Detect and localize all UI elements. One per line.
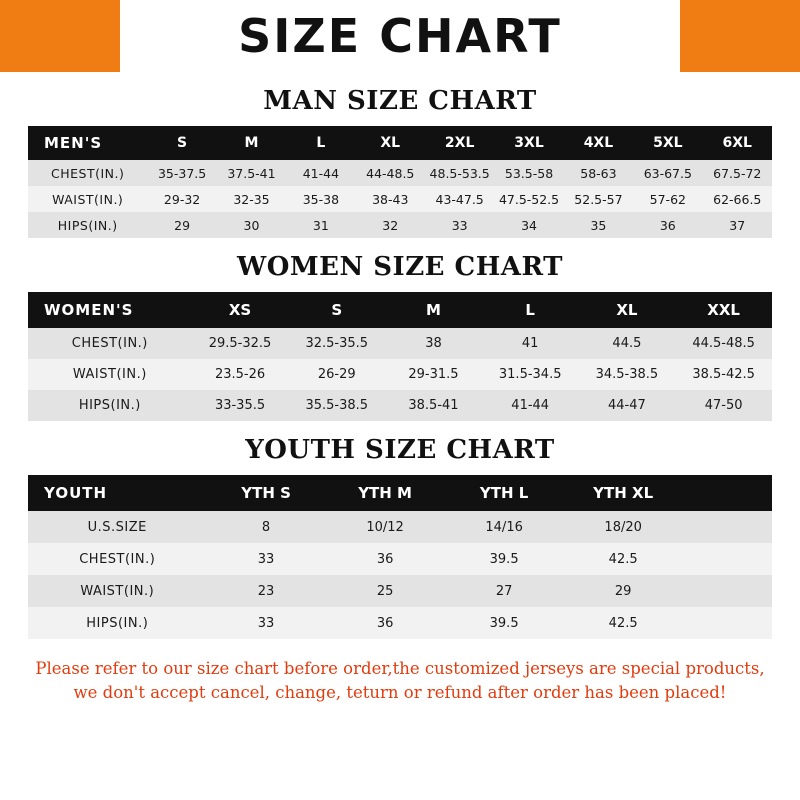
women-col-m: M	[426, 301, 441, 319]
youth-chest-spacer	[683, 543, 772, 575]
women-chest-label: CHEST(IN.)	[71, 336, 148, 351]
banner-accent-left	[0, 0, 120, 72]
men-waist-5xl: 57-62	[649, 191, 686, 207]
youth-ussize-spacer	[683, 511, 772, 543]
men-chest-6xl: 67.5-72	[713, 165, 762, 181]
youth-col-l: YTH L	[479, 484, 529, 502]
table-row	[28, 160, 772, 186]
women-waist-xxl: 38.5-42.5	[692, 367, 755, 382]
men-header-row	[28, 126, 772, 160]
youth-waist-xl: 29	[614, 583, 632, 599]
men-col-xl: XL	[380, 135, 401, 151]
women-chest-s: 32.5-35.5	[305, 336, 369, 351]
table-row	[28, 511, 772, 543]
men-hips-s: 29	[174, 217, 191, 233]
women-row-header: WOMEN'S	[44, 301, 134, 319]
youth-chest-xl: 42.5	[608, 551, 638, 567]
men-waist-m: 32-35	[233, 191, 270, 207]
women-hips-s: 35.5-38.5	[305, 398, 369, 413]
men-hips-l: 31	[312, 217, 329, 233]
youth-hips-xl: 42.5	[608, 615, 638, 631]
men-chest-s: 35-37.5	[157, 165, 207, 181]
table-row	[28, 575, 772, 607]
men-chest-3xl: 53.5-58	[504, 165, 554, 181]
men-size-table	[28, 126, 772, 238]
youth-chest-s: 33	[257, 551, 275, 567]
women-hips-label: HIPS(IN.)	[78, 398, 141, 413]
women-col-xxl: XXL	[707, 301, 740, 319]
men-chest-l: 41-44	[302, 165, 340, 181]
men-chest-m: 37.5-41	[227, 165, 276, 181]
women-hips-xxl: 47-50	[704, 398, 743, 413]
men-col-4xl: 4XL	[583, 135, 614, 151]
men-waist-xl: 38-43	[372, 191, 409, 207]
men-col-2xl: 2XL	[444, 135, 475, 151]
women-waist-label: WAIST(IN.)	[72, 367, 147, 382]
men-waist-4xl: 52.5-57	[574, 191, 623, 207]
youth-waist-label: WAIST(IN.)	[80, 583, 155, 599]
youth-header-row	[28, 475, 772, 511]
youth-hips-m: 36	[376, 615, 394, 631]
table-row	[28, 543, 772, 575]
women-waist-xs: 23.5-26	[214, 367, 266, 382]
women-chest-xs: 29.5-32.5	[208, 336, 272, 351]
table-row	[28, 607, 772, 639]
table-row	[28, 390, 772, 421]
women-waist-xl: 34.5-38.5	[595, 367, 659, 382]
men-col-3xl: 3XL	[514, 135, 544, 151]
men-waist-label: WAIST(IN.)	[52, 191, 124, 207]
men-col-5xl: 5XL	[653, 135, 683, 151]
men-col-m: M	[244, 135, 259, 151]
bottom-spacer	[0, 705, 800, 800]
men-hips-3xl: 34	[521, 217, 537, 233]
women-chest-xxl: 44.5-48.5	[692, 336, 755, 351]
women-table-wrap	[28, 292, 772, 421]
women-col-l: L	[525, 301, 535, 319]
women-size-table	[28, 292, 772, 421]
women-col-s: S	[331, 301, 343, 319]
youth-hips-spacer	[683, 607, 772, 639]
youth-waist-m: 25	[376, 583, 394, 599]
women-hips-l: 41-44	[511, 398, 550, 413]
table-row	[28, 328, 772, 359]
youth-waist-spacer	[683, 575, 772, 607]
table-row	[28, 186, 772, 212]
men-table-wrap	[28, 126, 772, 238]
men-waist-6xl: 62-66.5	[713, 191, 762, 207]
women-col-xs: XS	[228, 301, 252, 319]
women-chest-l: 41	[521, 336, 539, 351]
youth-chest-m: 36	[376, 551, 394, 567]
men-chest-5xl: 63-67.5	[643, 165, 692, 181]
men-waist-s: 29-32	[163, 191, 201, 207]
women-chest-xl: 44.5	[612, 336, 642, 351]
youth-ussize-l: 14/16	[485, 519, 523, 535]
men-hips-5xl: 36	[659, 217, 676, 233]
women-hips-xs: 33-35.5	[214, 398, 266, 413]
women-col-xl: XL	[616, 301, 638, 319]
men-hips-m: 30	[243, 217, 260, 233]
men-chest-label: CHEST(IN.)	[51, 165, 125, 181]
banner-accent-right	[680, 0, 800, 72]
youth-col-xl: YTH XL	[593, 484, 654, 502]
page-title: SIZE CHART	[238, 9, 562, 63]
women-hips-xl: 44-47	[608, 398, 646, 413]
men-hips-4xl: 35	[590, 217, 607, 233]
men-row-header: MEN'S	[44, 134, 103, 152]
youth-section-title: YOUTH SIZE CHART	[245, 435, 555, 465]
men-hips-xl: 32	[382, 217, 399, 233]
women-hips-m: 38.5-41	[408, 398, 459, 413]
women-header-row	[28, 292, 772, 328]
table-row	[28, 212, 772, 238]
men-chest-4xl: 58-63	[580, 165, 617, 181]
women-section-title: WOMEN SIZE CHART	[237, 252, 563, 282]
men-col-6xl: 6XL	[722, 135, 752, 151]
men-hips-6xl: 37	[729, 217, 746, 233]
youth-ussize-s: 8	[261, 519, 271, 535]
women-waist-m: 29-31.5	[408, 367, 459, 382]
men-col-s: S	[177, 135, 188, 151]
youth-chest-l: 39.5	[489, 551, 519, 567]
youth-waist-s: 23	[257, 583, 275, 599]
header-banner	[0, 0, 800, 72]
men-chest-2xl: 48.5-53.5	[429, 165, 490, 181]
youth-waist-l: 27	[495, 583, 513, 599]
men-hips-label: HIPS(IN.)	[57, 217, 118, 233]
youth-hips-label: HIPS(IN.)	[86, 615, 149, 631]
youth-hips-l: 39.5	[489, 615, 519, 631]
youth-size-table	[28, 475, 772, 639]
footer-disclaimer	[24, 657, 776, 705]
men-waist-3xl: 47.5-52.5	[498, 191, 560, 207]
youth-chest-label: CHEST(IN.)	[79, 551, 156, 567]
youth-hips-s: 33	[257, 615, 275, 631]
men-chest-xl: 44-48.5	[366, 165, 415, 181]
footer-line-1: Please refer to our size chart before order,the customized jerseys are special products,	[35, 659, 765, 678]
youth-col-spacer	[683, 475, 772, 511]
men-col-l: L	[316, 135, 326, 151]
footer-line-2: we don't accept cancel, change, teturn or refund after order has been placed!	[73, 682, 727, 702]
men-hips-2xl: 33	[451, 217, 468, 233]
youth-row-header: YOUTH	[44, 484, 108, 502]
men-waist-l: 35-38	[302, 191, 340, 207]
youth-col-s: YTH S	[241, 484, 291, 502]
women-waist-l: 31.5-34.5	[498, 367, 562, 382]
women-waist-s: 26-29	[317, 367, 356, 382]
youth-ussize-label: U.S.SIZE	[87, 519, 147, 535]
men-waist-2xl: 43-47.5	[435, 191, 484, 207]
youth-table-wrap	[28, 475, 772, 639]
youth-col-m: YTH M	[358, 484, 412, 502]
youth-ussize-xl: 18/20	[604, 519, 642, 535]
youth-ussize-m: 10/12	[366, 519, 404, 535]
men-section-title: MAN SIZE CHART	[263, 86, 537, 116]
table-row	[28, 359, 772, 390]
women-chest-m: 38	[425, 336, 442, 351]
